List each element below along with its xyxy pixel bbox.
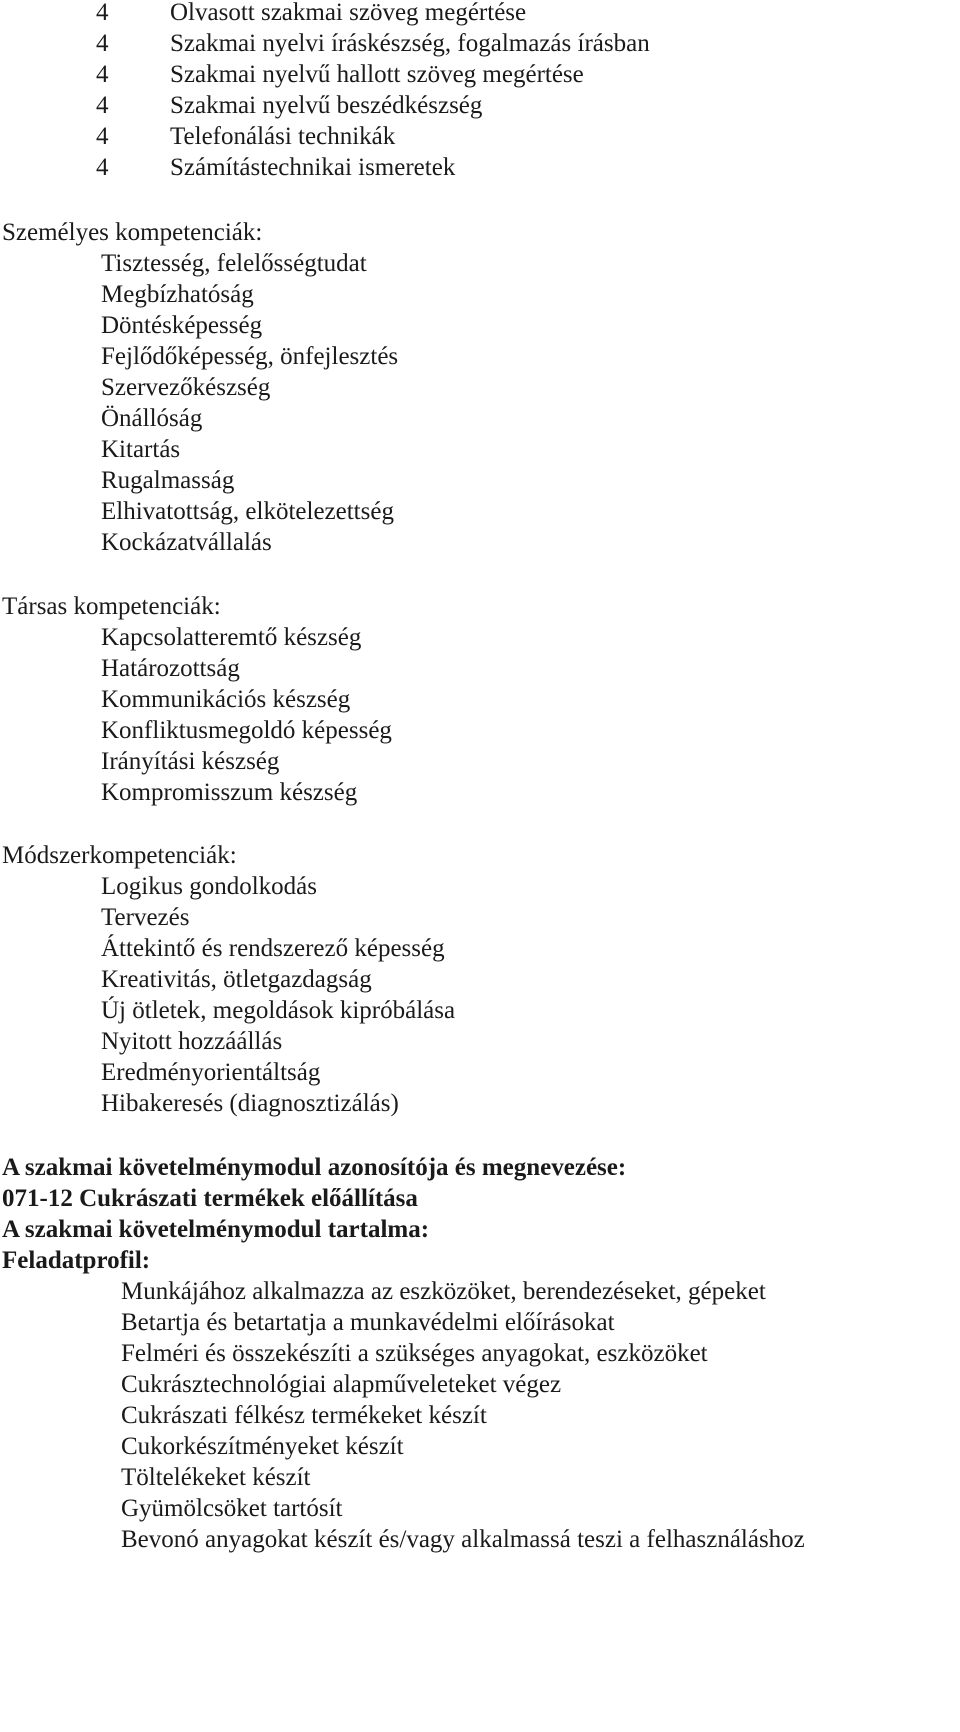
task-item: Cukrászati félkész termékeket készít bbox=[121, 1402, 487, 1429]
method-competency-item: Hibakeresés (diagnosztizálás) bbox=[101, 1090, 399, 1117]
skill-name: Szakmai nyelvű hallott szöveg megértése bbox=[170, 61, 584, 88]
skill-name: Telefonálási technikák bbox=[170, 123, 396, 150]
skill-level: 4 bbox=[96, 0, 109, 26]
personal-competency-item: Elhivatottság, elkötelezettség bbox=[101, 498, 394, 525]
social-competency-item: Határozottság bbox=[101, 655, 240, 682]
personal-competency-item: Döntésképesség bbox=[101, 312, 263, 339]
skill-level: 4 bbox=[96, 61, 109, 88]
module-content-label: A szakmai követelménymodul tartalma: bbox=[2, 1216, 430, 1243]
method-competencies-heading: Módszerkompetenciák: bbox=[2, 842, 237, 869]
personal-competency-item: Fejlődőképesség, önfejlesztés bbox=[101, 343, 399, 370]
personal-competency-item: Szervezőkészség bbox=[101, 374, 271, 401]
task-item: Cukorkészítményeket készít bbox=[121, 1433, 404, 1460]
personal-competency-item: Kockázatvállalás bbox=[101, 529, 272, 556]
method-competency-item: Nyitott hozzáállás bbox=[101, 1028, 283, 1055]
task-item: Cukrásztechnológiai alapműveleteket végez bbox=[121, 1371, 562, 1398]
social-competency-item: Konfliktusmegoldó képesség bbox=[101, 717, 392, 744]
skill-row bbox=[96, 120, 796, 154]
task-item: Bevonó anyagokat készít és/vagy alkalmassá teszi a felhasználáshoz bbox=[121, 1526, 805, 1553]
social-competencies-heading: Társas kompetenciák: bbox=[2, 593, 221, 620]
method-competency-item: Új ötletek, megoldások kipróbálása bbox=[101, 997, 456, 1024]
method-competency-item: Tervezés bbox=[101, 904, 190, 931]
personal-competency-item: Önállóság bbox=[101, 405, 203, 432]
social-competency-item: Kompromisszum készség bbox=[101, 779, 358, 806]
task-item: Gyümölcsöket tartósít bbox=[121, 1495, 343, 1522]
method-competency-item: Eredményorientáltság bbox=[101, 1059, 321, 1086]
task-item: Felméri és összekészíti a szükséges anyagokat, eszközöket bbox=[121, 1340, 708, 1367]
method-competency-item: Logikus gondolkodás bbox=[101, 873, 317, 900]
method-competency-item: Kreativitás, ötletgazdagság bbox=[101, 966, 372, 993]
personal-competency-item: Rugalmasság bbox=[101, 467, 235, 494]
social-competency-item: Kommunikációs készség bbox=[101, 686, 351, 713]
social-competency-item: Irányítási készség bbox=[101, 748, 280, 775]
skill-name: Szakmai nyelvi íráskészség, fogalmazás írásban bbox=[170, 30, 650, 57]
personal-competency-item: Tisztesség, felelősségtudat bbox=[101, 250, 367, 277]
skill-row bbox=[96, 0, 796, 30]
module-id-value: 071-12 Cukrászati termékek előállítása bbox=[2, 1185, 418, 1212]
personal-competencies-heading: Személyes kompetenciák: bbox=[2, 219, 263, 246]
skill-name: Számítástechnikai ismeretek bbox=[170, 154, 456, 181]
skill-row bbox=[96, 58, 796, 92]
skill-row bbox=[96, 27, 796, 61]
personal-competency-item: Megbízhatóság bbox=[101, 281, 254, 308]
skill-name: Szakmai nyelvű beszédkészség bbox=[170, 92, 483, 119]
skill-name: Olvasott szakmai szöveg megértése bbox=[170, 0, 527, 26]
social-competency-item: Kapcsolatteremtő készség bbox=[101, 624, 362, 651]
task-item: Betartja és betartatja a munkavédelmi előírásokat bbox=[121, 1309, 615, 1336]
skill-row bbox=[96, 151, 796, 185]
module-id-label: A szakmai követelménymodul azonosítója és megnevezése: bbox=[2, 1154, 627, 1181]
task-profile-label: Feladatprofil: bbox=[2, 1247, 151, 1274]
task-item: Töltelékeket készít bbox=[121, 1464, 311, 1491]
skill-level: 4 bbox=[96, 30, 109, 57]
skill-row bbox=[96, 89, 796, 123]
skill-level: 4 bbox=[96, 92, 109, 119]
task-item: Munkájához alkalmazza az eszközöket, berendezéseket, gépeket bbox=[121, 1278, 766, 1305]
skill-level: 4 bbox=[96, 123, 109, 150]
method-competency-item: Áttekintő és rendszerező képesség bbox=[101, 935, 445, 962]
personal-competency-item: Kitartás bbox=[101, 436, 181, 463]
skill-level: 4 bbox=[96, 154, 109, 181]
